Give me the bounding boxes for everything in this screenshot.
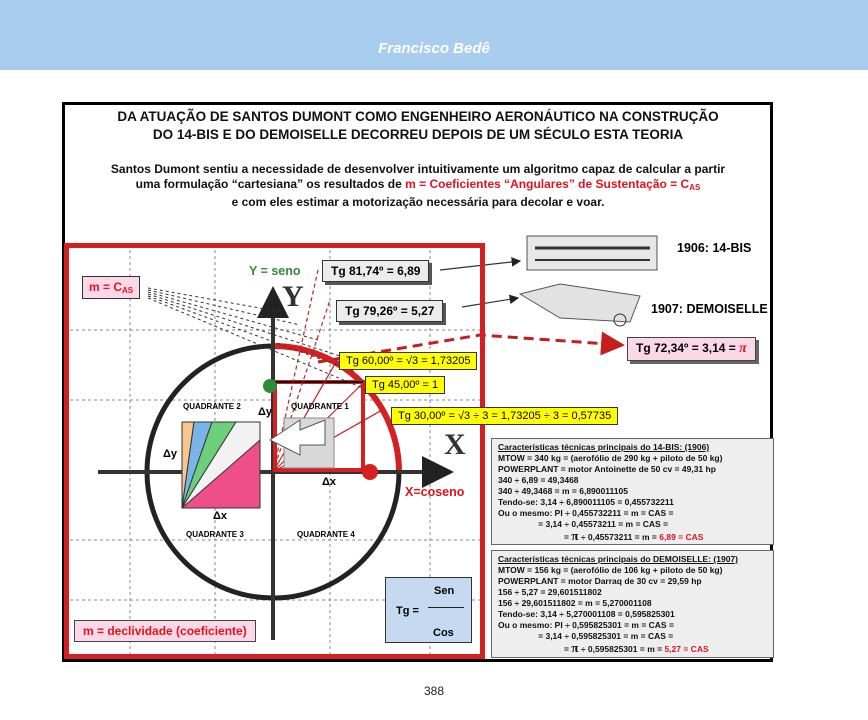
spec-demoiselle-line: = 3,14 ÷ 0,595825301 = m = CAS = <box>498 631 674 641</box>
tg-formula-lhs: Tg = <box>396 605 419 617</box>
spec-14bis-line: Ou o mesmo: PI ÷ 0,455732211 = m = CAS = <box>498 508 674 518</box>
pi-symbol: π <box>739 341 747 356</box>
intro-line-2-highlight: m = Coeficientes “Angulares” de Sustentação = C <box>405 177 690 191</box>
spec-demoiselle-line: 156 ÷ 29,601511802 = m = 5,270001108 <box>498 598 652 608</box>
tg-formula-den: Cos <box>433 627 454 639</box>
spec-demoiselle-result <box>498 642 767 655</box>
declividade-label: m = declividade (coeficiente) <box>74 620 256 642</box>
spec-14bis-panel <box>491 438 774 545</box>
spec-demoiselle-expr: ÷ 0,595825301 = m = <box>580 644 663 654</box>
spec-demoiselle-value: 5,27 = CAS <box>664 644 709 654</box>
spec-demoiselle-line: 156 ÷ 5,27 = 29,601511802 <box>498 587 602 597</box>
intro-sub: AS <box>689 183 701 192</box>
spec-demoiselle-line: Ou o mesmo: PI ÷ 0,595825301 = m = CAS = <box>498 620 674 630</box>
heading-line-1: DA ATUAÇÃO DE SANTOS DUMONT COMO ENGENHEIRO AERONÁUTICO NA CONSTRUÇÃO <box>117 109 719 124</box>
tg-72-text: Tg 72,34º = 3,14 = <box>636 341 736 355</box>
spec-demoiselle-eq: = <box>564 644 569 654</box>
plane-14bis-label: 1906: 14-BIS <box>677 241 752 255</box>
spec-demoiselle-line: POWERPLANT = motor Darraq de 30 cv = 29,59 hp <box>498 576 702 586</box>
spec-demoiselle-title: Características técnicas principais do DEMOISELLE: (1907) <box>498 554 738 564</box>
spec-14bis-line: 340 ÷ 6,89 = 49,3468 <box>498 475 579 485</box>
author-name: Francisco Bedê <box>378 40 490 57</box>
pi-symbol: π <box>571 640 579 655</box>
tg-45-box: Tg 45,00º = 1 <box>365 376 445 394</box>
intro-line-2-text: uma formulação “cartesiana” os resultados de <box>135 177 402 191</box>
x-coseno-label: X=coseno <box>405 485 465 499</box>
spec-14bis-eq: = <box>564 532 569 542</box>
plane-demoiselle-image <box>520 284 640 326</box>
quadrant-1-label: QUADRANTE 1 <box>291 402 349 411</box>
spec-demoiselle-line: MTOW = 156 kg = (aerofólio de 106 kg + piloto de 50 kg) <box>498 565 723 575</box>
m-cas-text: m = C <box>89 280 123 294</box>
plane-14bis-image <box>527 236 657 270</box>
tg-60-text-a: Tg 60,00º = <box>346 355 403 367</box>
heading-line-2: DO 14-BIS E DO DEMOISELLE DECORREU DEPOIS DE UM SÉCULO ESTA TEORIA <box>152 127 684 142</box>
tg-81-box: Tg 81,74º = 6,89 <box>322 260 429 282</box>
tg-60-box: Tg 60,00º = √3 = 1,73205 <box>339 352 477 370</box>
spec-14bis-line: 340 ÷ 49,3468 = m = 6,890011105 <box>498 486 628 496</box>
spec-14bis-title: Características técnicas principais do 14-BIS: (1906) <box>498 442 710 452</box>
tg-79-box: Tg 79,26º = 5,27 <box>336 300 443 322</box>
tg-72-box <box>627 337 756 361</box>
spec-14bis-line: = 3,14 ÷ 0,45573211 = m = CAS = <box>498 519 669 529</box>
tg-60-text-b: 3 = 1,73205 <box>412 355 471 367</box>
tg-30-text-b: 3 ÷ 3 = 1,73205 ÷ 3 = 0,57735 <box>464 410 612 422</box>
plane-demoiselle-label: 1907: DEMOISELLE <box>651 302 768 316</box>
tg-30-box: Tg 30,00º = √3 ÷ 3 = 1,73205 ÷ 3 = 0,57735 <box>391 407 618 425</box>
spec-demoiselle-line: Tendo-se: 3,14 ÷ 5,270001108 = 0,595825301 <box>498 609 675 619</box>
dx-label-q3: Δx <box>213 510 228 522</box>
m-cas-sub: AS <box>122 286 134 295</box>
pi-symbol: π <box>571 528 579 543</box>
intro-line-1: Santos Dumont sentiu a necessidade de desenvolver intuitivamente um algoritmo capaz de calcular a partir <box>110 162 726 176</box>
dy-label-q1: Δy <box>258 406 273 418</box>
y-seno-label: Y = seno <box>249 264 301 278</box>
quadrant-2-label: QUADRANTE 2 <box>183 402 241 411</box>
dy-label-q3: Δy <box>163 448 178 460</box>
m-cas-label <box>82 276 140 299</box>
spec-14bis-value: 6,89 = CAS <box>659 532 704 542</box>
spec-14bis-expr: ÷ 0,45573211 = m = <box>580 532 657 542</box>
spec-demoiselle-panel <box>491 550 774 658</box>
spec-14bis-line: POWERPLANT = motor Antoinette de 50 cv = 49,31 hp <box>498 464 716 474</box>
intro-line-3: e com eles estimar a motorização necessária para decolar e voar. <box>231 195 605 209</box>
quadrant-3-label: QUADRANTE 3 <box>186 530 244 539</box>
spec-14bis-line: MTOW = 340 kg = (aerofólio de 290 kg + piloto de 50 kg) <box>498 453 723 463</box>
tg-formula-num: Sen <box>434 585 455 597</box>
tg-formula-box <box>385 577 472 643</box>
dx-label-q1: Δx <box>322 476 337 488</box>
tg-formula-divider <box>428 607 464 608</box>
spec-14bis-result <box>498 530 767 543</box>
quadrant-4-label: QUADRANTE 4 <box>297 530 355 539</box>
spec-14bis-line: Tendo-se: 3,14 ÷ 6,890011105 = 0,455732211 <box>498 497 674 507</box>
axis-x-label: X <box>444 428 466 461</box>
page-number: 388 <box>423 684 445 698</box>
axis-y-label: Y <box>282 280 304 313</box>
tg-30-text-a: Tg 30,00º = <box>398 410 455 422</box>
